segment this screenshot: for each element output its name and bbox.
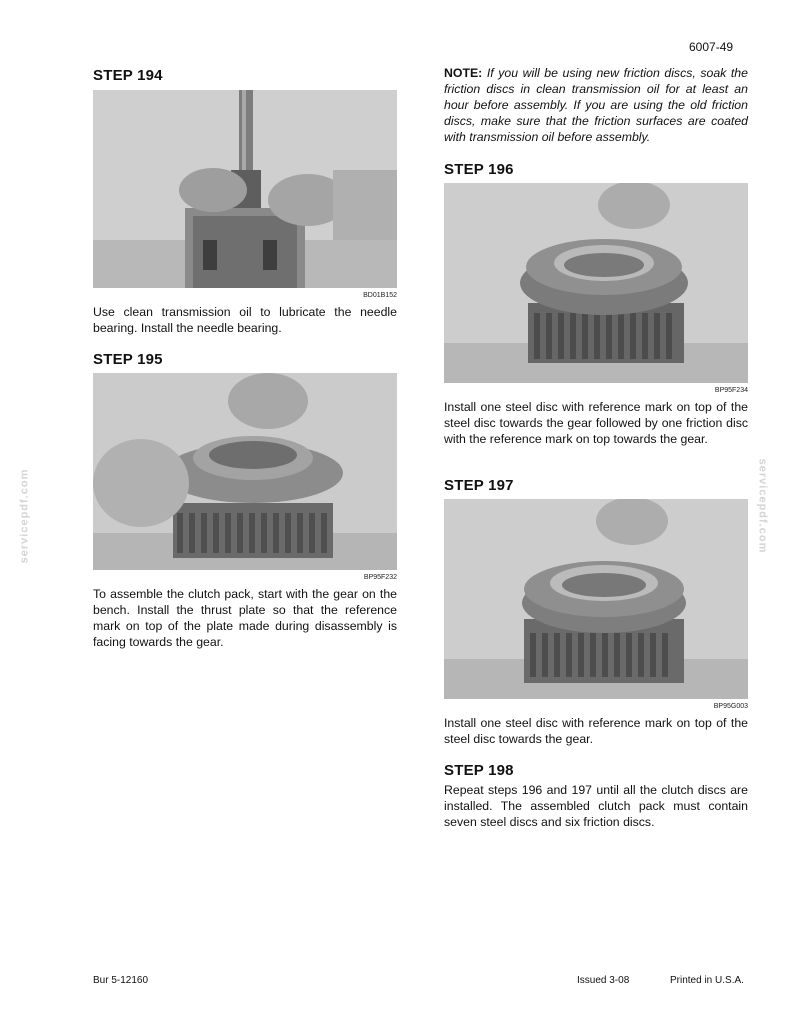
step-196-photo-id: BP95F234 [714, 387, 748, 394]
step-196-text: Install one steel disc with reference mark on top of the steel disc towards the gear followed by one friction disc with the reference mark on top towards the gear. [444, 400, 748, 446]
step-194-text: Use clean transmission oil to lubricate the needle bearing. Install the needle bearing. [93, 305, 397, 335]
step-194-photo-id: BD01B152 [363, 292, 397, 299]
step-195-photo-id: BP95F232 [363, 574, 397, 581]
watermark-right: servicepdf.com [756, 458, 769, 554]
footer-printed: Printed in U.S.A. [670, 975, 744, 986]
watermark-left: servicepdf.com [18, 468, 31, 564]
step-195-title: STEP 195 [93, 351, 163, 368]
note-label: NOTE: [444, 66, 483, 80]
step-197-photo [444, 499, 748, 699]
step-198-title: STEP 198 [444, 762, 514, 779]
step-194-photo [93, 90, 397, 288]
step-197-title: STEP 197 [444, 477, 514, 494]
footer-doc-code: Bur 5-12160 [93, 975, 149, 986]
step-197-photo-id: BP95G003 [713, 703, 748, 710]
page-number: 6007-49 [689, 40, 734, 54]
step-195-text: To assemble the clutch pack, start with the gear on the bench. Install the thrust plate so that the reference mark on top of the plate made during disassembly is facing towards the gear. [93, 587, 397, 649]
step-195-photo [93, 373, 397, 570]
note [444, 65, 748, 145]
footer-issued: Issued 3-08 [577, 975, 630, 986]
step-194-title: STEP 194 [93, 67, 163, 84]
step-197-text: Install one steel disc with reference mark on top of the steel disc towards the gear. [444, 716, 748, 746]
step-196-photo [444, 183, 748, 383]
note-text: If you will be using new friction discs, soak the friction discs in clean transmission oil for at least an hour before assembly. If you are using the old friction discs, make sure that the friction surfaces are coated with transmission oil before assembly. [444, 66, 748, 144]
step-196-title: STEP 196 [444, 161, 514, 178]
step-198-text: Repeat steps 196 and 197 until all the clutch discs are installed. The assembled clutch pack must contain seven steel discs and six friction discs. [444, 783, 748, 829]
